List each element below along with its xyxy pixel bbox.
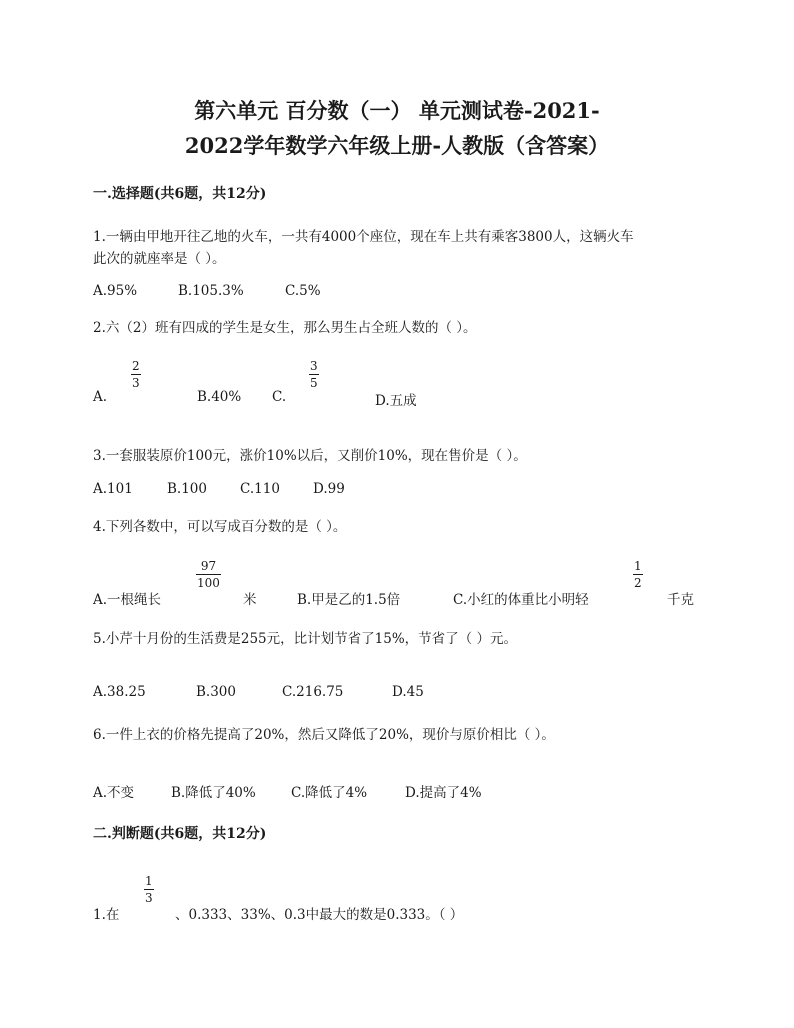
q2-option-a-fraction xyxy=(131,359,141,390)
page-title-line2: 2022学年数学六年级上册-人教版（含答案） xyxy=(184,133,610,158)
q2-option-b: B.40% xyxy=(197,389,242,405)
question-4-text: 4.下列各数中，可以写成百分数的是（ ）。 xyxy=(93,519,347,535)
q6-option-d: D.提高了4% xyxy=(405,785,482,801)
q2-option-c-fraction xyxy=(309,359,319,390)
q1-option-b: B.105.3% xyxy=(178,283,244,299)
question-2-text: 2.六（2）班有四成的学生是女生，那么男生占全班人数的（ ）。 xyxy=(93,320,477,336)
q3-option-d: D.99 xyxy=(313,481,345,497)
q5-option-c: C.216.75 xyxy=(282,684,344,700)
fraction-denominator: 100 xyxy=(197,576,220,590)
q2-option-d: D.五成 xyxy=(375,393,417,409)
fraction-bar xyxy=(309,374,319,375)
q4-option-c: C.小红的体重比小明轻 xyxy=(453,592,589,608)
q5-option-d: D.45 xyxy=(392,684,424,700)
q4-option-a-unit: 米 xyxy=(243,592,257,608)
section-heading-judgement: 二.判断题(共6题，共12分) xyxy=(93,826,267,842)
fraction-numerator: 1 xyxy=(634,559,642,573)
fraction-numerator: 1 xyxy=(145,874,153,888)
fraction-denominator: 3 xyxy=(145,891,153,905)
q6-option-a: A.不变 xyxy=(93,785,135,801)
q6-option-b: B.降低了40% xyxy=(171,785,256,801)
question-1-text-line1: 1.一辆由甲地开往乙地的火车，一共有4000个座位，现在车上共有乘客3800人，这辆火车 xyxy=(93,229,634,245)
fraction-denominator: 5 xyxy=(310,376,318,390)
q6-option-c: C.降低了4% xyxy=(291,785,368,801)
q2-option-a: A. xyxy=(93,389,108,405)
q1-option-c: C.5% xyxy=(285,283,321,299)
question-1-text-line2: 此次的就座率是（ ）。 xyxy=(93,251,226,267)
q5-option-a: A.38.25 xyxy=(93,684,146,700)
fraction-numerator: 2 xyxy=(132,359,140,373)
q4-option-c-fraction xyxy=(633,559,643,590)
q3-option-c: C.110 xyxy=(240,481,280,497)
judgement-1-text: 、0.333、33%、0.3中最大的数是0.333。（ ） xyxy=(175,907,464,923)
q4-option-b: B.甲是乙的1.5倍 xyxy=(297,592,401,608)
fraction-bar xyxy=(131,374,141,375)
question-5-text: 5.小芹十月份的生活费是255元，比计划节省了15%，节省了（ ）元。 xyxy=(93,631,517,647)
fraction-bar xyxy=(144,889,154,890)
q5-option-b: B.300 xyxy=(196,684,236,700)
fraction-numerator: 3 xyxy=(310,359,318,373)
judgement-1-fraction xyxy=(144,874,154,905)
q3-option-a: A.101 xyxy=(93,481,133,497)
q1-option-a: A.95% xyxy=(93,283,138,299)
fraction-numerator: 97 xyxy=(200,559,217,573)
q3-option-b: B.100 xyxy=(167,481,207,497)
q2-option-c: C. xyxy=(272,389,287,405)
fraction-bar xyxy=(633,574,643,575)
q4-option-a: A.一根绳长 xyxy=(93,592,162,608)
question-3-text: 3.一套服装原价100元，涨价10%以后，又削价10%，现在售价是（ ）。 xyxy=(93,448,527,464)
page-title-line1: 第六单元 百分数（一） 单元测试卷-2021- xyxy=(194,98,600,123)
fraction-denominator: 3 xyxy=(132,376,140,390)
q4-option-a-fraction xyxy=(196,559,221,590)
section-heading-choice: 一.选择题(共6题，共12分) xyxy=(93,186,267,202)
fraction-bar xyxy=(196,574,221,575)
q4-option-c-unit: 千克 xyxy=(667,592,694,608)
fraction-denominator: 2 xyxy=(634,576,642,590)
question-6-text: 6.一件上衣的价格先提高了20%，然后又降低了20%，现价与原价相比（ ）。 xyxy=(93,727,555,743)
judgement-1-prefix: 1.在 xyxy=(93,907,120,923)
